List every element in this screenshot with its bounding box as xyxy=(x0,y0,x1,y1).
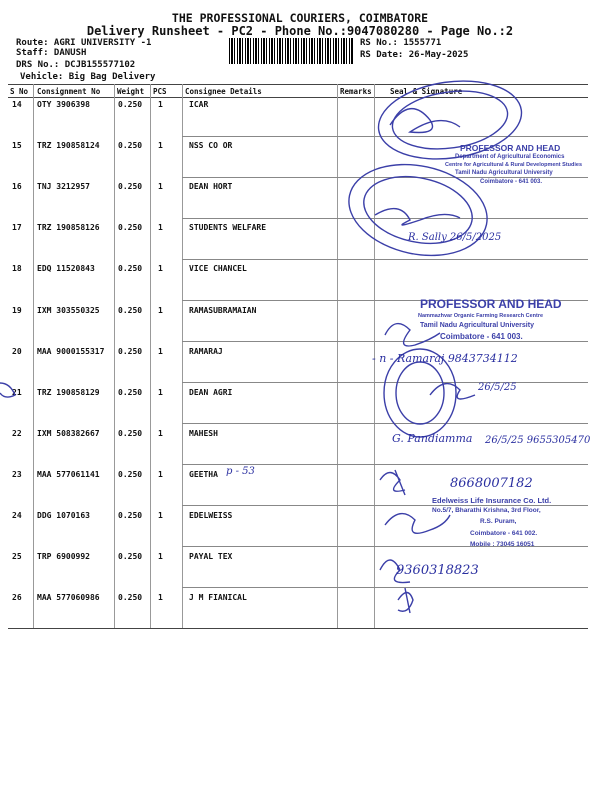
row-sno: 16 xyxy=(12,182,22,191)
signature-scribble xyxy=(385,514,450,534)
row-consignee: VICE CHANCEL xyxy=(189,264,247,273)
row-consignment-no: EDQ 11520843 xyxy=(37,264,95,273)
row-weight: 0.250 xyxy=(118,388,143,397)
handwritten-note: 26/5/25 xyxy=(478,382,517,393)
row-consignee: MAHESH xyxy=(189,429,218,438)
row-pcs: 1 xyxy=(158,511,163,520)
row-pcs: 1 xyxy=(158,347,163,356)
row-sno: 24 xyxy=(12,511,22,520)
row-weight: 0.250 xyxy=(118,141,143,150)
stamp-edelweiss-area: R.S. Puram, xyxy=(480,518,517,525)
row-weight: 0.250 xyxy=(118,429,143,438)
col-header-remarks: Remarks xyxy=(340,87,372,96)
row-pcs: 1 xyxy=(158,593,163,602)
row-sno: 20 xyxy=(12,347,22,356)
row-consignee: EDELWEISS xyxy=(189,511,233,520)
stamp-edelweiss-mobile: Mobile : 73045 16051 xyxy=(470,541,535,548)
row-pcs: 1 xyxy=(158,306,163,315)
row-weight: 0.250 xyxy=(118,100,143,109)
handwritten-note: G. Pandiamma xyxy=(392,432,473,445)
signature-scribble xyxy=(430,384,475,399)
row-consignee: DEAN AGRI xyxy=(189,388,233,397)
rs-date: RS Date: 26-May-2025 xyxy=(360,50,469,60)
stamp-edelweiss-address: No.5/7, Bharathi Krishna, 3rd Floor, xyxy=(432,507,541,514)
stamp-edelweiss-city: Coimbatore - 641 002. xyxy=(470,530,538,537)
row-consignment-no: MAA 577060986 xyxy=(37,593,100,602)
row-sno: 18 xyxy=(12,264,22,273)
rs-number: RS No.: 1555771 xyxy=(360,38,442,48)
row-pcs: 1 xyxy=(158,470,163,479)
row-weight: 0.250 xyxy=(118,593,143,602)
handwritten-note: 9360318823 xyxy=(396,563,479,578)
signature-scribble xyxy=(0,383,15,397)
row-consignee: J M FIANICAL xyxy=(189,593,247,602)
row-consignment-no: TRZ 190858124 xyxy=(37,141,100,150)
stamp-city-line-2: Coimbatore - 641 003. xyxy=(440,332,523,341)
row-sno: 14 xyxy=(12,100,22,109)
col-header-consignee: Consignee Details xyxy=(185,87,262,96)
row-sno: 22 xyxy=(12,429,22,438)
row-consignment-no: MAA 9000155317 xyxy=(37,347,105,356)
handwritten-note: p - 53 xyxy=(226,466,255,477)
col-header-pcs: PCS xyxy=(153,87,167,96)
row-weight: 0.250 xyxy=(118,552,143,561)
row-consignee: ICAR xyxy=(189,100,209,109)
row-pcs: 1 xyxy=(158,552,163,561)
row-sno: 15 xyxy=(12,141,22,150)
row-weight: 0.250 xyxy=(118,347,143,356)
row-sno: 17 xyxy=(12,223,22,232)
handwritten-note: R. Sally 26/5/2025 xyxy=(408,232,502,243)
row-consignee: RAMASUBRAMAIAN xyxy=(189,306,257,315)
row-weight: 0.250 xyxy=(118,182,143,191)
row-sno: 25 xyxy=(12,552,22,561)
stamp-dept-line: Department of Agricultural Economics xyxy=(455,154,565,160)
row-pcs: 1 xyxy=(158,388,163,397)
handwritten-note: 8668007182 xyxy=(450,476,533,491)
row-pcs: 1 xyxy=(158,429,163,438)
row-weight: 0.250 xyxy=(118,306,143,315)
row-weight: 0.250 xyxy=(118,511,143,520)
stamp-university-line: Tamil Nadu Agricultural University xyxy=(455,170,553,176)
vehicle-label: Vehicle: Big Bag Delivery xyxy=(20,72,156,82)
row-consignment-no: IXM 508382667 xyxy=(37,429,100,438)
stamp-city-line: Coimbatore - 641 003. xyxy=(480,179,543,185)
col-header-sno: S No xyxy=(10,87,29,96)
round-seal xyxy=(396,362,444,424)
row-weight: 0.250 xyxy=(118,470,143,479)
row-pcs: 1 xyxy=(158,141,163,150)
row-consignee: NSS CO OR xyxy=(189,141,233,150)
row-consignment-no: TNJ 3212957 xyxy=(37,182,90,191)
stamp-centre-line: Centre for Agricultural & Rural Development Studies xyxy=(445,162,583,168)
row-consignee: DEAN HORT xyxy=(189,182,233,191)
row-consignment-no: DDG 1070163 xyxy=(37,511,90,520)
row-pcs: 1 xyxy=(158,264,163,273)
runsheet-title: Delivery Runsheet - PC2 - Phone No.:9047080280 - Page No.:2 xyxy=(86,24,514,38)
row-consignee: STUDENTS WELFARE xyxy=(189,223,267,232)
row-sno: 19 xyxy=(12,306,22,315)
stamp-university-line-2: Tamil Nadu Agricultural University xyxy=(420,322,534,329)
row-consignee: PAYAL TEX xyxy=(189,552,233,561)
row-consignment-no: MAA 577061141 xyxy=(37,470,100,479)
handwritten-note: - n - Ramaraj 9843734112 xyxy=(372,352,518,365)
handwritten-note: 26/5/25 9655305470 xyxy=(485,435,591,446)
row-sno: 26 xyxy=(12,593,22,602)
row-consignment-no: IXM 303550325 xyxy=(37,306,100,315)
drs-number: DRS No.: DCJB155577102 xyxy=(16,60,136,70)
row-pcs: 1 xyxy=(158,182,163,191)
stamp-edelweiss-name: Edelweiss Life Insurance Co. Ltd. xyxy=(432,496,552,505)
row-consignee: RAMARAJ xyxy=(189,347,223,356)
row-pcs: 1 xyxy=(158,223,163,232)
row-sno: 23 xyxy=(12,470,22,479)
col-header-weight: Weight xyxy=(117,87,145,96)
staff-label: Staff: DANUSH xyxy=(16,48,87,58)
signature-scribble xyxy=(375,209,460,225)
row-pcs: 1 xyxy=(158,100,163,109)
row-consignee: GEETHA xyxy=(189,470,218,479)
row-weight: 0.250 xyxy=(118,264,143,273)
route-label: Route: AGRI UNIVERSITY -1 xyxy=(16,38,152,48)
signature-scribble xyxy=(390,109,460,133)
signature-scribble xyxy=(398,588,413,613)
row-sno: 21 xyxy=(12,388,22,397)
row-consignment-no: TRZ 190858129 xyxy=(37,388,100,397)
col-header-seal-signature: Seal & Signature xyxy=(390,87,463,96)
company-name: THE PROFESSIONAL COURIERS, COIMBATORE xyxy=(171,11,429,25)
row-consignment-no: OTY 3906398 xyxy=(37,100,90,109)
stamp-professor-head-2: PROFESSOR AND HEAD xyxy=(420,297,562,311)
row-weight: 0.250 xyxy=(118,223,143,232)
row-consignment-no: TRP 6900992 xyxy=(37,552,90,561)
stamp-centre-line-2: Nammazhvar Organic Farming Research Centre xyxy=(418,313,544,319)
row-consignment-no: TRZ 190858126 xyxy=(37,223,100,232)
signature-scribble xyxy=(380,470,405,495)
col-header-consignment: Consignment No xyxy=(37,87,101,96)
stamp-professor-head: PROFESSOR AND HEAD xyxy=(460,143,561,153)
